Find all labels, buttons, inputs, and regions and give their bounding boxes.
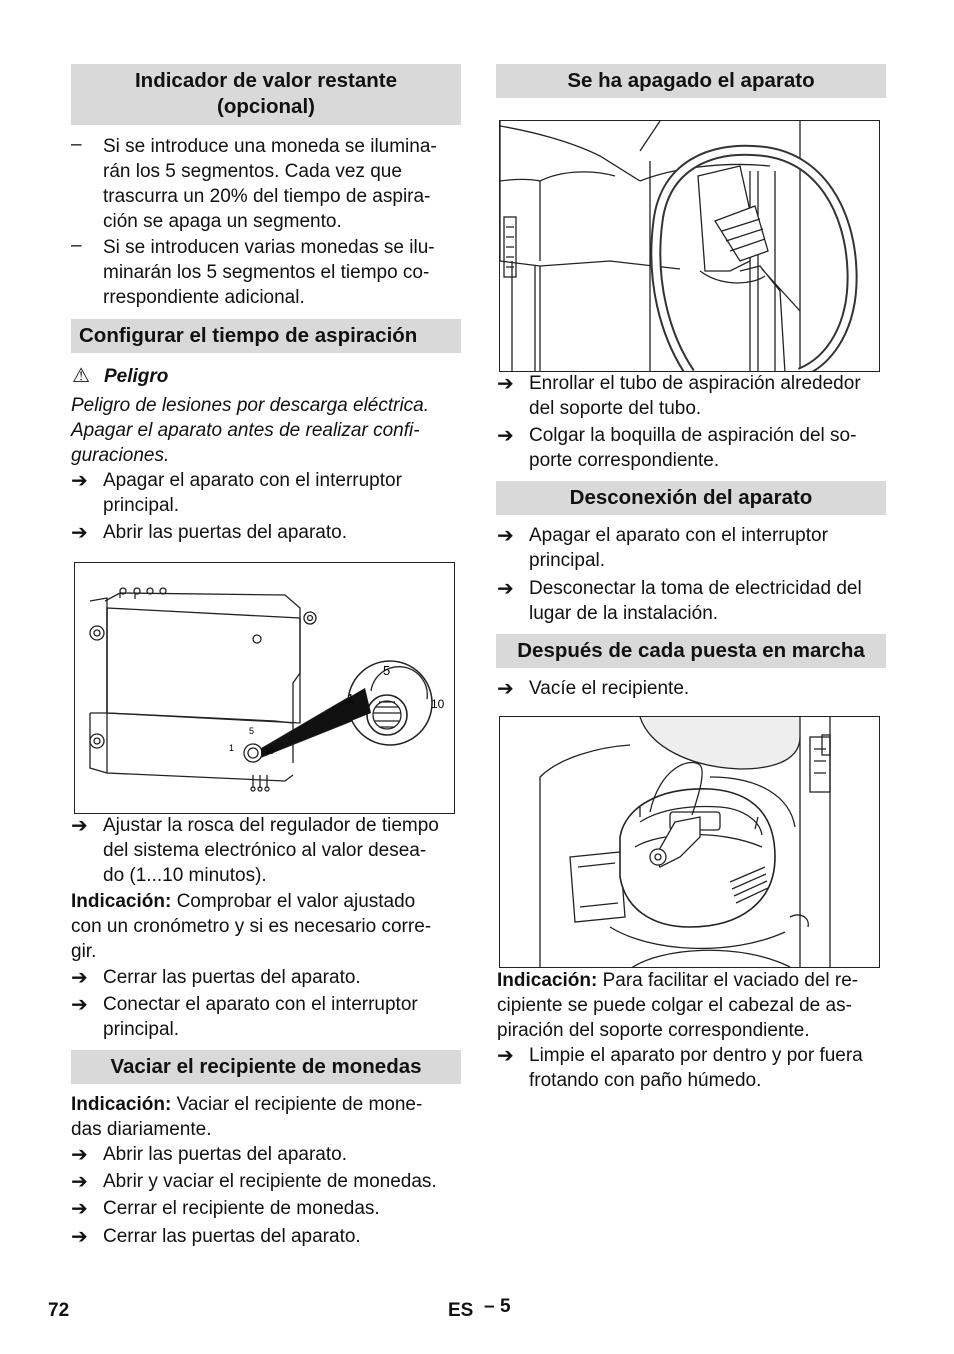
- text-line: ción se apaga un segmento.: [103, 211, 342, 232]
- text-line: rrespondiente adicional.: [103, 287, 305, 308]
- step-text: Desconectar la toma de electricidad del: [529, 578, 862, 599]
- note-text: Para facilitar el vaciado del re-: [597, 970, 859, 991]
- step-text: principal.: [103, 1019, 180, 1040]
- arrow-icon: ➔: [71, 967, 88, 989]
- step-text: Cerrar las puertas del aparato.: [103, 967, 361, 988]
- step-text: principal.: [529, 550, 606, 571]
- step-text: Cerrar las puertas del aparato.: [103, 1226, 361, 1247]
- dial-label: 5: [249, 726, 255, 736]
- arrow-icon: ➔: [71, 815, 88, 837]
- dial-label: 5: [383, 663, 391, 678]
- step-text: Ajustar la rosca del regulador de tiempo: [103, 815, 439, 836]
- step-text: Conectar el aparato con el interruptor: [103, 994, 418, 1015]
- step-text: del sistema electrónico al valor desea-: [103, 840, 427, 861]
- step-text: Abrir las puertas del aparato.: [103, 522, 347, 543]
- arrow-icon: ➔: [497, 425, 514, 447]
- bullet-dash: –: [71, 235, 82, 256]
- heading-desconexion: Desconexión del aparato: [496, 481, 886, 515]
- hose-figure: [499, 120, 880, 372]
- step-text: Colgar la boquilla de aspiración del so-: [529, 425, 857, 446]
- arrow-icon: ➔: [71, 522, 88, 544]
- arrow-icon: ➔: [497, 578, 514, 600]
- warning-text: Apagar el aparato antes de realizar confi-: [71, 420, 420, 441]
- step-text: Cerrar el recipiente de monedas.: [103, 1198, 380, 1219]
- step-text: Apagar el aparato con el interruptor: [103, 470, 402, 491]
- step-text: Abrir y vaciar el recipiente de monedas.: [103, 1171, 437, 1192]
- heading-configurar: Configurar el tiempo de aspiración: [71, 319, 461, 353]
- arrow-icon: ➔: [71, 1198, 88, 1220]
- dial-label: 10: [265, 747, 274, 756]
- step-text: lugar de la instalación.: [529, 603, 719, 624]
- step-text: Abrir las puertas del aparato.: [103, 1144, 347, 1165]
- note-line: con un cronómetro y si es necesario corre-: [71, 916, 432, 937]
- arrow-icon: ➔: [497, 525, 514, 547]
- bullet-dash: –: [71, 134, 82, 155]
- note-line: cipiente se puede colgar el cabezal de as-: [497, 995, 852, 1016]
- section-page-number: 5: [500, 1296, 511, 1317]
- step-text: do (1...10 minutos).: [103, 865, 267, 886]
- text-line: rán los 5 segmentos. Cada vez que: [103, 161, 402, 182]
- text-line: trascurra un 20% del tiempo de aspira-: [103, 186, 431, 207]
- arrow-icon: ➔: [71, 470, 88, 492]
- timer-figure: [74, 562, 455, 814]
- step-text: Limpie el aparato por dentro y por fuera: [529, 1045, 863, 1066]
- note-label: Indicación:: [71, 891, 172, 912]
- arrow-icon: ➔: [71, 994, 88, 1016]
- warning-text: guraciones.: [71, 445, 170, 466]
- note-label: Indicación:: [71, 1094, 172, 1115]
- container-illustration: [500, 717, 880, 968]
- warning-text: Peligro de lesiones por descarga eléctrica.: [71, 395, 430, 416]
- page-number: 72: [48, 1300, 70, 1321]
- step-text: Vacíe el recipiente.: [529, 678, 690, 699]
- dial-label: 10: [431, 697, 445, 711]
- container-figure: [499, 716, 880, 968]
- text-line: Si se introducen varias monedas se ilu-: [103, 237, 435, 258]
- warning-label: Peligro: [104, 366, 169, 387]
- dial-label: 1: [347, 691, 355, 706]
- note-line: gir.: [71, 941, 97, 962]
- note-line: piración del soporte correspondiente.: [497, 1020, 810, 1041]
- step-text: Enrollar el tubo de aspiración alrededor: [529, 373, 861, 394]
- text-line: Si se introduce una moneda se ilumina-: [103, 136, 437, 157]
- note-line: [71, 889, 415, 914]
- heading-apagado: Se ha apagado el aparato: [496, 64, 886, 98]
- note-line: [497, 968, 858, 993]
- arrow-icon: ➔: [497, 1045, 514, 1067]
- note-text: Comprobar el valor ajustado: [171, 891, 416, 912]
- arrow-icon: ➔: [71, 1226, 88, 1248]
- heading-indicador: Indicador de valor restante (opcional): [71, 64, 461, 125]
- timer-illustration: [75, 563, 455, 814]
- arrow-icon: ➔: [497, 373, 514, 395]
- hose-illustration: [500, 121, 880, 372]
- heading-despues: Después de cada puesta en marcha: [496, 634, 886, 668]
- step-text: del soporte del tubo.: [529, 398, 702, 419]
- step-text: Apagar el aparato con el interruptor: [529, 525, 828, 546]
- warning-icon: ⚠: [72, 365, 90, 387]
- arrow-icon: ➔: [497, 678, 514, 700]
- note-label: Indicación:: [497, 970, 598, 991]
- note-text: Vaciar el recipiente de mone-: [171, 1094, 423, 1115]
- heading-vaciar: Vaciar el recipiente de monedas: [71, 1050, 461, 1084]
- footer-separator: –: [484, 1296, 495, 1317]
- note-line: das diariamente.: [71, 1119, 212, 1140]
- step-text: frotando con paño húmedo.: [529, 1070, 762, 1091]
- dial-label: 1: [229, 743, 235, 753]
- text-line: minarán los 5 segmentos el tiempo co-: [103, 262, 430, 283]
- arrow-icon: ➔: [71, 1171, 88, 1193]
- step-text: porte correspondiente.: [529, 450, 720, 471]
- arrow-icon: ➔: [71, 1144, 88, 1166]
- language-code: ES: [448, 1300, 474, 1321]
- note-line: [71, 1092, 422, 1117]
- step-text: principal.: [103, 495, 180, 516]
